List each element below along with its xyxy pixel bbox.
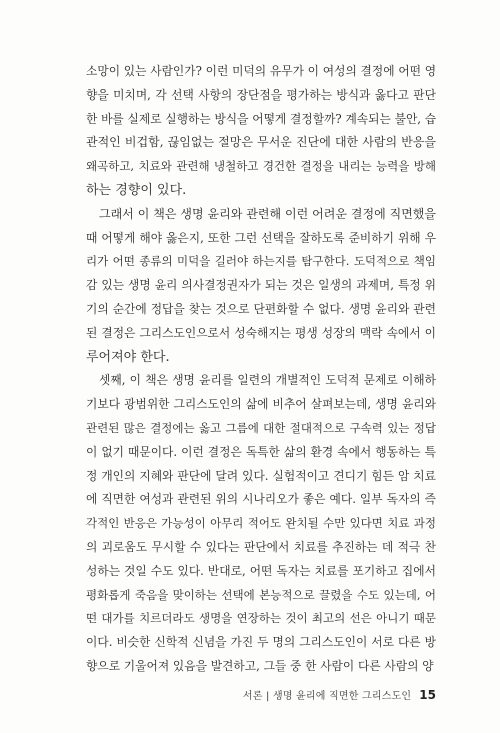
text-line: 셋째, 이 책은 생명 윤리를 일련의 개별적인 도덕적 문제로 이해하: [99, 373, 436, 388]
text-line: 정 개인의 지혜와 판단에 달려 있다. 실험적이고 견디기 힘든 암 치료: [86, 468, 436, 483]
text-line: 관련된 많은 결정에는 옳고 그름에 대한 절대적으로 구속력 있는 정답: [86, 420, 436, 435]
text-line: 감 있는 생명 윤리 의사결정권자가 되는 것은 일생의 과제며, 특정 위: [86, 278, 436, 293]
text-line: 그래서 이 책은 생명 윤리와 관련해 이런 어려운 결정에 직면했을: [99, 206, 436, 221]
paragraph: [86, 369, 436, 678]
text-line: 루어져야 한다.: [86, 349, 170, 365]
running-footer: [86, 687, 436, 702]
text-line: 소망이 있는 사람인가? 이런 미덕의 유무가 이 여성의 결정에 어떤 영: [86, 64, 437, 78]
text-line: 에 직면한 여성과 관련된 위의 시나리오가 좋은 예다. 일부 독자의 즉: [86, 492, 436, 507]
page-number: 15: [419, 688, 436, 702]
text-line: 각적인 반응은 가능성이 아무리 적어도 완치될 수만 있다면 치료 과정: [86, 516, 436, 531]
body-text: [86, 60, 436, 679]
text-line: 왜곡하고, 치료와 관련해 냉철하고 경건한 결정을 내리는 능력을 방해: [86, 159, 436, 174]
text-line: 기의 순간에 정답을 찾는 것으로 단편화할 수 없다. 생명 윤리와 관련: [86, 301, 436, 316]
text-line: 리가 어떤 종류의 미덕을 길러야 하는지를 탐구한다. 도덕적으로 책임: [86, 254, 436, 269]
text-line: 관적인 비겁함, 끊임없는 절망은 무서운 진단에 대한 사람의 반응을: [86, 135, 436, 150]
text-line: 성하는 것일 수도 있다. 반대로, 어떤 독자는 치료를 포기하고 집에서: [86, 563, 436, 578]
footer-section-title: 서론 | 생명 윤리에 직면한 그리스도인: [242, 691, 412, 702]
paragraph: [86, 60, 436, 203]
text-line: 향으로 기울어져 있음을 발견하고, 그들 중 한 사람이 다른 사람의 양: [86, 658, 434, 673]
text-line: 의 괴로움도 무시할 수 있다는 판단에서 치료를 추진하는 데 적극 찬: [86, 539, 436, 554]
text-line: 한 바를 실제로 실행하는 방식을 어떻게 결정할까? 계속되는 불안, 습: [86, 111, 437, 126]
text-line: 이 없기 때문이다. 이런 결정은 독특한 삶의 환경 속에서 행동하는 특: [86, 444, 436, 459]
text-line: 때 어떻게 해야 옳은지, 또한 그런 선택을 잘하도록 준비하기 위해 우: [86, 230, 436, 245]
text-line: 하는 경향이 있다.: [86, 182, 187, 198]
text-line: 된 결정은 그리스도인으로서 성숙해지는 평생 성장의 맥락 속에서 이: [86, 325, 436, 340]
paragraph: [86, 203, 436, 370]
text-line: 이다. 비슷한 신학적 신념을 가진 두 명의 그리스도인이 서로 다른 방: [86, 635, 436, 650]
text-line: 향을 미치며, 각 선택 사항의 장단점을 평가하는 방식과 옳다고 판단: [86, 87, 436, 102]
text-line: 기보다 광범위한 그리스도인의 삶에 비추어 살펴보는데, 생명 윤리와: [86, 397, 436, 412]
text-line: 평화롭게 죽음을 맞이하는 선택에 본능적으로 끌렸을 수도 있는데, 어: [86, 587, 436, 602]
text-line: 떤 대가를 치르더라도 생명을 연장하는 것이 최고의 선은 아니기 때문: [86, 611, 436, 626]
